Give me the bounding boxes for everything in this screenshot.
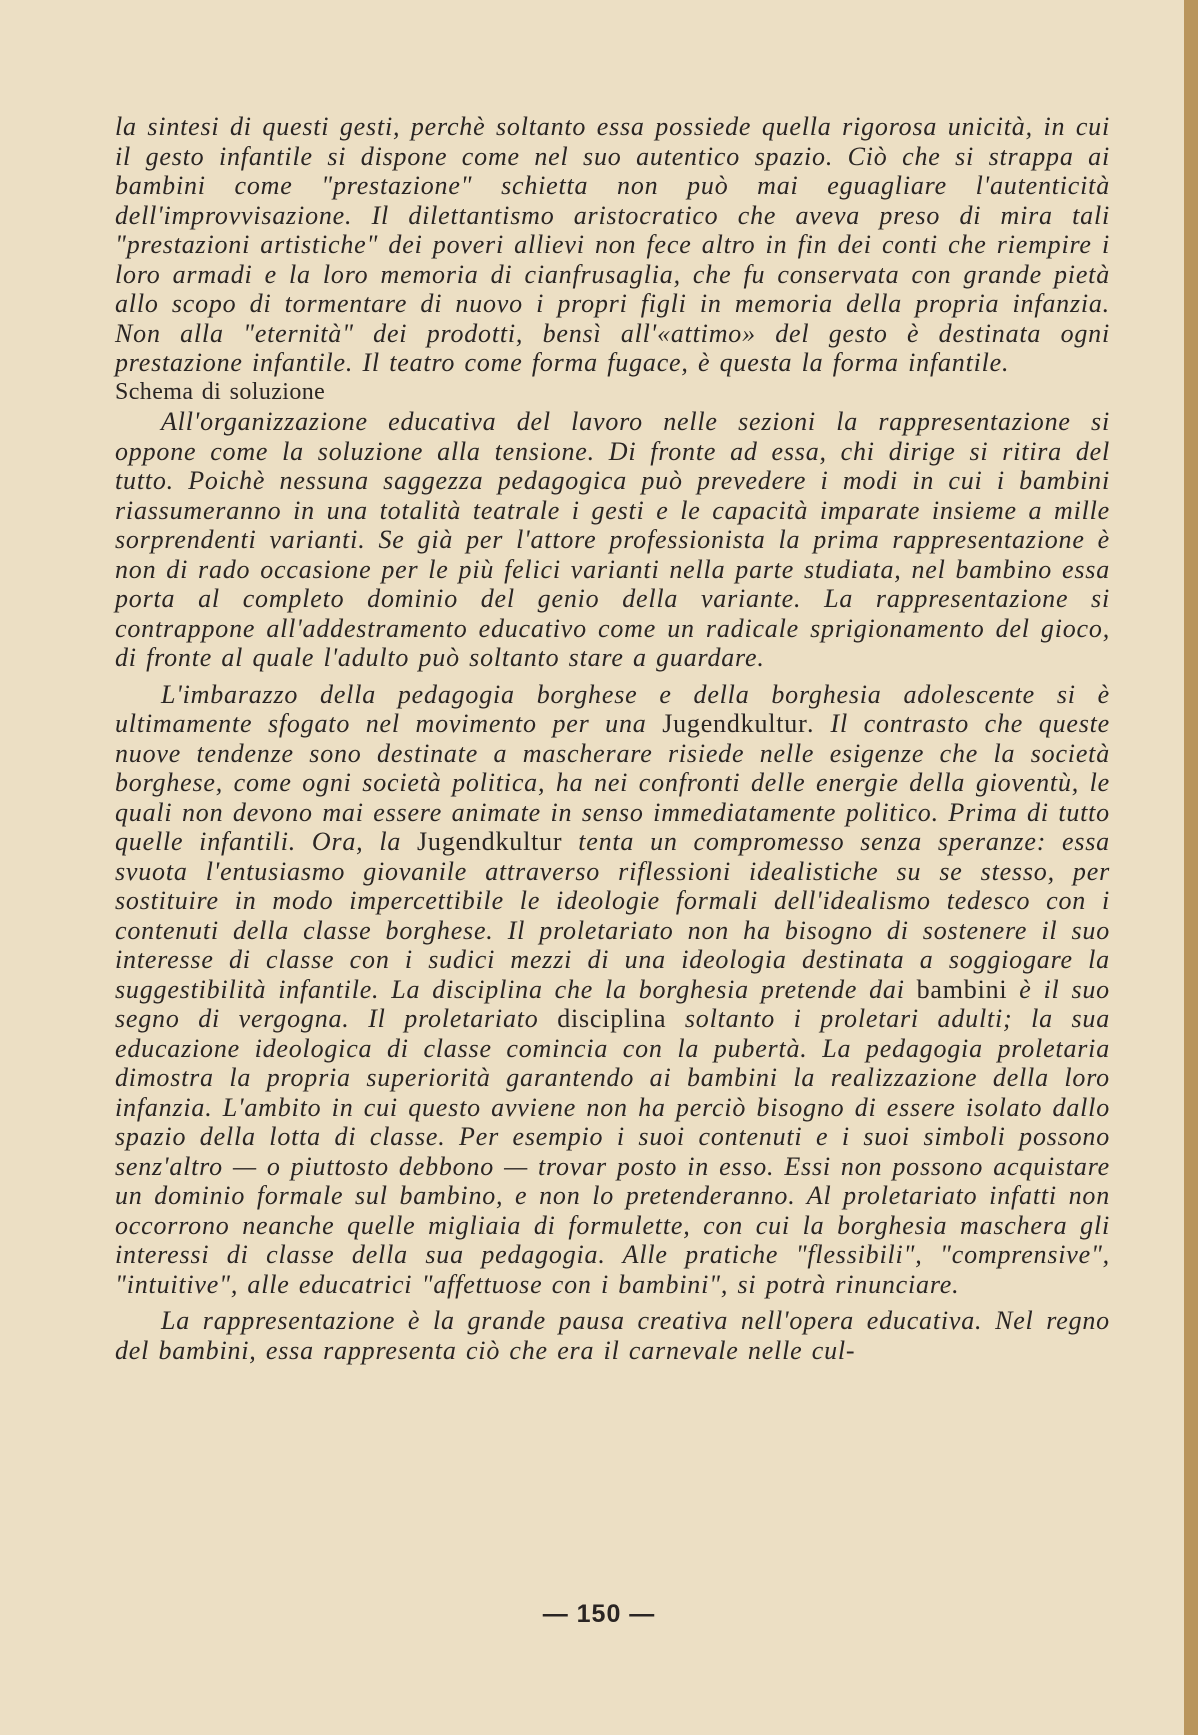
paragraph-3-part-1: L'imbarazzo della pedagogia borghese e della borghesia adolescente si è ultimamente sfogato nel movimento per una (115, 679, 1110, 738)
paragraph-2: All'organizzazione educativa del lavoro nelle sezioni la rappresentazione si oppone come la soluzione alla tensione. Di fronte ad essa, chi dirige si ritira del tutto. Poichè nessuna saggezza pedagogica può prevedere i modi in cui i bambini riassumeranno in una totalità teatrale i gesti e le capacità imparate insieme a mille sorprendenti varianti. Se già per l'attore professionista la prima rappresentazione è non di rado occasione per le più felici varianti nella parte studiata, nel bambino essa porta al completo dominio del genio della variante. La rappresentazione si contrappone all'addestramento educativo come un radicale sprigionamento del gioco, di fronte al quale l'adulto può soltanto stare a guardare. (115, 407, 1110, 672)
term-disciplina: disciplina (557, 1004, 667, 1033)
paragraph-3-part-3: tenta un compromesso senza speranze: essa svuota l'entusiasmo giovanile attraverso riflessioni idealistiche su se stesso, per sostituire in modo impercettibile le ideologie formali dell'idealismo tedesco con i contenuti della classe borghese. Il proletariato non ha bisogno di sostenere il suo interesse di classe con i sudici mezzi di una ideologia destinata a soggiogare la suggestibilità infantile. La disciplina che la borghesia pretende dai (115, 827, 1110, 1004)
page-number: — 150 — (542, 1600, 656, 1628)
term-jugendkultur-1: Jugendkultur (662, 709, 808, 738)
paragraph-4: La rappresentazione è la grande pausa creativa nell'opera educativa. Nel regno del bambini, essa rappresenta ciò che era il carnevale nelle cul- (115, 1306, 1110, 1365)
page-edge-shadow (1184, 0, 1198, 1735)
paragraph-1: la sintesi di questi gesti, perchè soltanto essa possiede quella rigorosa unicità, in cui il gesto infantile si dispone come nel suo autentico spazio. Ciò che si strappa ai bambini come "prestazione" schietta non può mai eguagliare l'autenticità dell'improvvisazione. Il dilettantismo aristocratico che aveva preso di mira tali "prestazioni artistiche" dei poveri allievi non fece altro in fin dei conti che riempire i loro armadi e la loro memoria di cianfrusaglia, che fu conservata con grande pietà allo scopo di tormentare di nuovo i propri figli in memoria della propria infanzia. Non alla "eternità" dei prodotti, bensì all'«attimo» del gesto è destinata ogni prestazione infantile. Il teatro come forma fugace, è questa la forma infantile. (115, 112, 1110, 377)
body-text (115, 112, 1110, 1365)
paragraph-3-part-2: . Il contrasto che queste nuove tendenze sono destinate a mascherare risiede nelle esigenze che la società borghese, come ogni società politica, ha nei confronti delle energie della gioventù, le quali non devono mai essere animate in senso immediatamente politico. Prima di tutto quelle infantili. Ora, la (115, 709, 1110, 856)
term-jugendkultur-2: Jugendkultur (417, 827, 563, 856)
paragraph-3 (115, 680, 1110, 1300)
paragraph-3-part-4: è il suo segno di vergogna. Il proletariato (115, 974, 1110, 1033)
term-bambini: bambini (916, 974, 1008, 1004)
paragraph-3-part-5: soltanto i proletari adulti; la sua educazione ideologica di classe comincia con la pubertà. La pedagogia proletaria dimostra la propria superiorità garantendo ai bambini la realizzazione della loro infanzia. L'ambito in cui questo avviene non ha perciò bisogno di essere isolato dallo spazio della lotta di classe. Per esempio i suoi contenuti e i suoi simboli possono senz'altro — o piuttosto debbono — trovar posto in esso. Essi non possono acquistare un dominio formale sul bambino, e non lo pretenderanno. Al proletariato infatti non occorrono neanche quelle migliaia di formulette, con cui la borghesia maschera gli interessi di classe della sua pedagogia. Alle pratiche "flessibili", "comprensive", "intuitive", alle educatrici "affettuose con i bambini", si potrà rinunciare. (115, 1004, 1111, 1299)
section-heading: Schema di soluzione (115, 378, 326, 405)
